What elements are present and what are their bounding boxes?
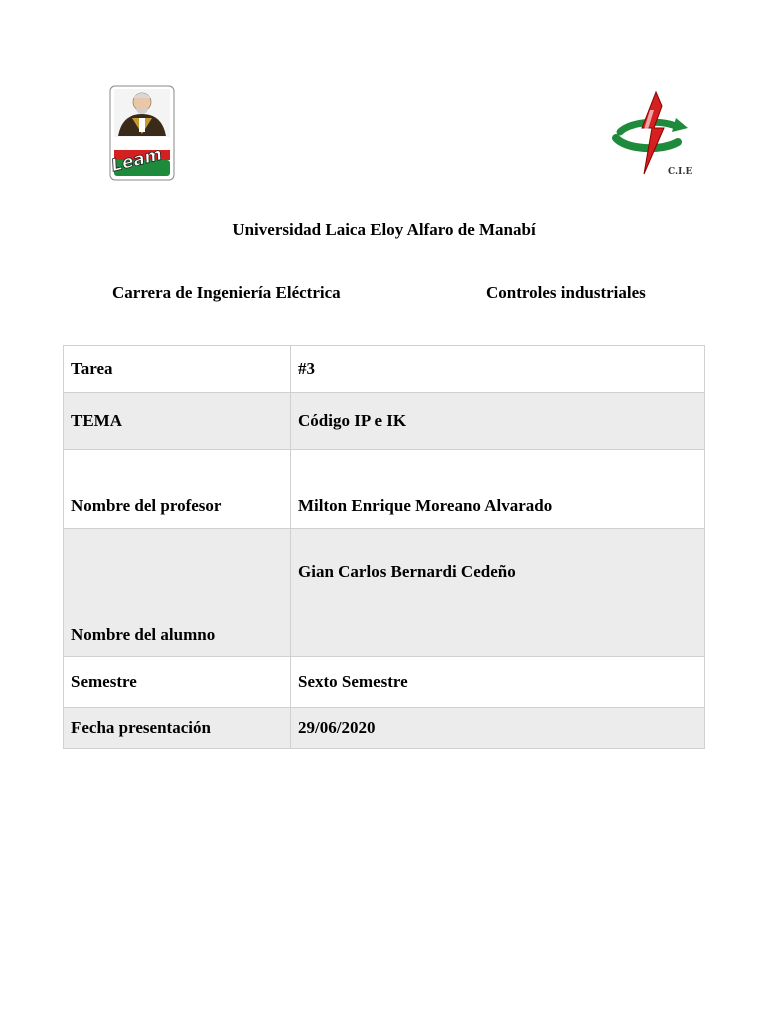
table-row-fecha [64, 708, 705, 749]
table-row-tarea [64, 346, 705, 393]
table-row-tema [64, 393, 705, 450]
course-name: Controles industriales [486, 283, 646, 302]
info-table [63, 345, 705, 749]
row-value: Gian Carlos Bernardi Cedeño [291, 529, 705, 657]
row-value: Código IP e IK [291, 393, 705, 450]
logo-left-text: Leam [109, 144, 165, 177]
career-name: Carrera de Ingeniería Eléctrica [112, 283, 341, 302]
row-value: #3 [291, 346, 705, 393]
logo-right-text: C.I.E [668, 167, 693, 177]
row-value: Sexto Semestre [291, 657, 705, 708]
row-value: Milton Enrique Moreano Alvarado [291, 450, 705, 529]
row-value: 29/06/2020 [291, 708, 705, 749]
row-label: Semestre [64, 657, 291, 708]
row-label: Tarea [64, 346, 291, 393]
table-row-semestre [64, 657, 705, 708]
row-label: Nombre del profesor [64, 450, 291, 529]
uleam-logo [106, 84, 178, 184]
row-label: Fecha presentación [64, 708, 291, 749]
table-row-alumno [64, 529, 705, 657]
row-label: TEMA [64, 393, 291, 450]
table-row-profesor [64, 450, 705, 529]
cie-logo [606, 88, 698, 180]
university-title: Universidad Laica Eloy Alfaro de Manabí [232, 220, 536, 239]
row-label: Nombre del alumno [64, 529, 291, 657]
